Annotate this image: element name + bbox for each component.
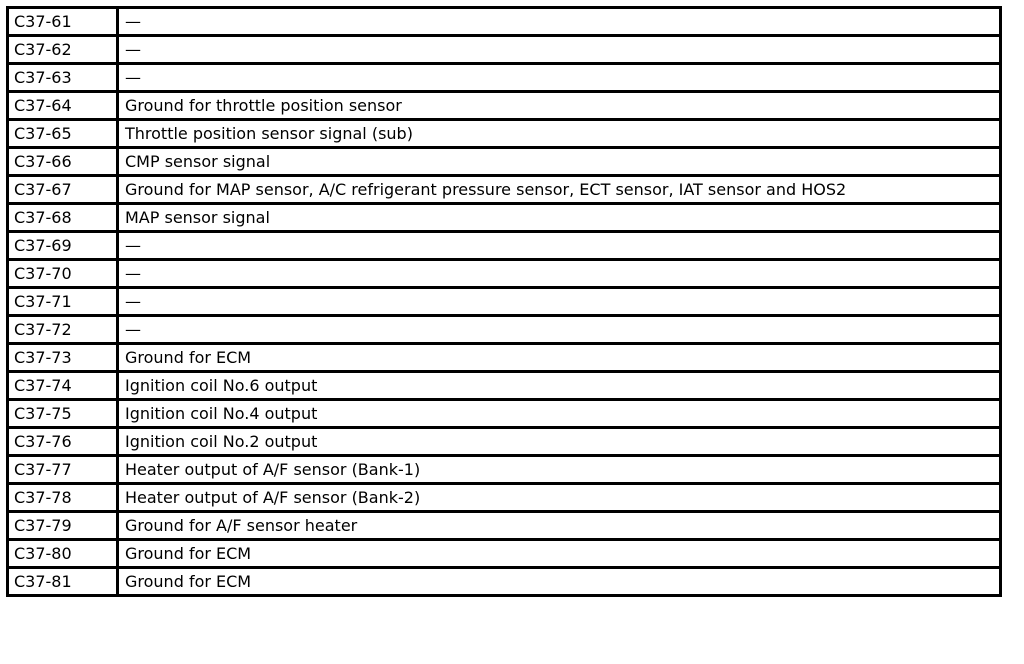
- description-cell: Ground for A/F sensor heater: [118, 512, 1001, 540]
- table-row: [8, 344, 1001, 372]
- table-row: [8, 316, 1001, 344]
- description-cell: —: [118, 64, 1001, 92]
- description-cell: Throttle position sensor signal (sub): [118, 120, 1001, 148]
- terminal-cell: C37-77: [8, 456, 118, 484]
- description-cell: —: [118, 8, 1001, 36]
- terminal-cell: C37-80: [8, 540, 118, 568]
- terminal-cell: C37-69: [8, 232, 118, 260]
- terminal-cell: C37-81: [8, 568, 118, 596]
- table-row: [8, 260, 1001, 288]
- terminal-cell: C37-68: [8, 204, 118, 232]
- terminal-cell: C37-76: [8, 428, 118, 456]
- table-row: [8, 36, 1001, 64]
- description-cell: Heater output of A/F sensor (Bank-1): [118, 456, 1001, 484]
- description-cell: Ignition coil No.4 output: [118, 400, 1001, 428]
- terminal-cell: C37-71: [8, 288, 118, 316]
- description-cell: Ignition coil No.2 output: [118, 428, 1001, 456]
- description-cell: Ground for ECM: [118, 568, 1001, 596]
- table-row: [8, 176, 1001, 204]
- table-row: [8, 400, 1001, 428]
- table-row: [8, 512, 1001, 540]
- description-cell: Ignition coil No.6 output: [118, 372, 1001, 400]
- description-cell: Ground for MAP sensor, A/C refrigerant pressure sensor, ECT sensor, IAT sensor and HOS2: [118, 176, 1001, 204]
- terminal-cell: C37-65: [8, 120, 118, 148]
- terminal-cell: C37-79: [8, 512, 118, 540]
- description-cell: Ground for throttle position sensor: [118, 92, 1001, 120]
- table-row: [8, 64, 1001, 92]
- terminal-cell: C37-73: [8, 344, 118, 372]
- table-row: [8, 540, 1001, 568]
- description-cell: —: [118, 288, 1001, 316]
- description-cell: Ground for ECM: [118, 344, 1001, 372]
- description-cell: —: [118, 232, 1001, 260]
- terminal-cell: C37-61: [8, 8, 118, 36]
- table-row: [8, 148, 1001, 176]
- description-cell: Ground for ECM: [118, 540, 1001, 568]
- table-row: [8, 120, 1001, 148]
- table-row: [8, 288, 1001, 316]
- description-cell: MAP sensor signal: [118, 204, 1001, 232]
- terminal-table: [6, 6, 1002, 597]
- table-row: [8, 8, 1001, 36]
- terminal-cell: C37-72: [8, 316, 118, 344]
- terminal-cell: C37-70: [8, 260, 118, 288]
- description-cell: —: [118, 316, 1001, 344]
- terminal-table-body: [8, 8, 1001, 596]
- table-row: [8, 372, 1001, 400]
- terminal-cell: C37-74: [8, 372, 118, 400]
- terminal-cell: C37-78: [8, 484, 118, 512]
- description-cell: —: [118, 36, 1001, 64]
- terminal-cell: C37-64: [8, 92, 118, 120]
- table-row: [8, 232, 1001, 260]
- description-cell: Heater output of A/F sensor (Bank-2): [118, 484, 1001, 512]
- terminal-cell: C37-62: [8, 36, 118, 64]
- description-cell: —: [118, 260, 1001, 288]
- terminal-cell: C37-75: [8, 400, 118, 428]
- table-row: [8, 484, 1001, 512]
- table-row: [8, 568, 1001, 596]
- table-row: [8, 92, 1001, 120]
- terminal-cell: C37-63: [8, 64, 118, 92]
- table-row: [8, 428, 1001, 456]
- terminal-cell: C37-67: [8, 176, 118, 204]
- table-row: [8, 204, 1001, 232]
- terminal-cell: C37-66: [8, 148, 118, 176]
- description-cell: CMP sensor signal: [118, 148, 1001, 176]
- table-row: [8, 456, 1001, 484]
